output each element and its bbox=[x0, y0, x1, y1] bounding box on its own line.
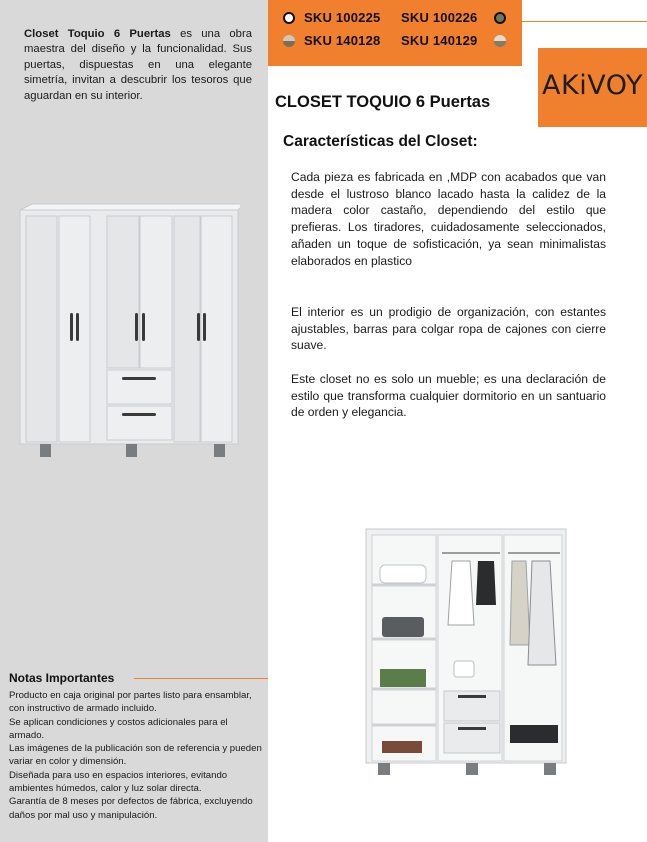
color-swatch-brown bbox=[283, 35, 295, 47]
notes-heading: Notas Importantes bbox=[9, 671, 115, 685]
notes-divider bbox=[134, 678, 268, 679]
sku-code: SKU 100226 bbox=[401, 10, 478, 25]
sku-code: SKU 100225 bbox=[304, 10, 381, 25]
note-item: Diseñada para uso en espacios interiores, evitando ambientes húmedos, calor y luz solar directa. bbox=[9, 769, 228, 795]
closed-closet-image bbox=[18, 200, 240, 462]
color-swatch-white bbox=[283, 12, 295, 24]
sku-code: SKU 140128 bbox=[304, 33, 381, 48]
features-paragraph: Este closet no es solo un mueble; es una declaración de estilo que transforma cualquier dormitorio en un santuario de orden y elegancia. bbox=[291, 372, 606, 420]
features-paragraph: Cada pieza es fabricada en ,MDP con acabados que van desde el lustroso blanco lacado hasta la calidez de la madera color castaño, dependiendo del estilo que prefieras. Los tiradores, cuidadosamente seleccionados, añaden un toque de sofisticación, ya sean minimalistas elaborados en plastico bbox=[291, 170, 606, 268]
note-item: Se aplican condiciones y costos adicionales para el armado. bbox=[9, 716, 228, 741]
sku-panel bbox=[268, 0, 522, 66]
color-swatch-green bbox=[494, 12, 506, 24]
open-closet-image bbox=[360, 525, 572, 780]
features-heading: Características del Closet: bbox=[283, 133, 478, 150]
sku-code: SKU 140129 bbox=[401, 33, 478, 48]
product-title: CLOSET TOQUIO 6 Puertas bbox=[275, 93, 491, 111]
intro-text: es una obra maestra del diseño y la funcionalidad. Sus puertas, dispuestas en una elegante simetría, invitan a descubrir los tesoros que aguardan en su interior. bbox=[24, 28, 252, 102]
features-paragraph: El interior es un prodigio de organización, con estantes ajustables, barras para colgar ropa de cajones con cierre suave. bbox=[291, 305, 606, 353]
note-item: Producto en caja original por partes listo para ensamblar, con instructivo de armado incluido. bbox=[9, 690, 252, 715]
brand-logo bbox=[538, 48, 647, 127]
note-item: Garantía de 8 meses por defectos de fábrica, excluyendo daños por mal uso y manipulación. bbox=[9, 796, 253, 821]
notes-list bbox=[9, 689, 264, 822]
color-swatch-wood bbox=[494, 35, 506, 47]
logo-text: AKiVOY bbox=[542, 70, 643, 101]
intro-paragraph bbox=[24, 27, 252, 104]
intro-product-name: Closet Toquio 6 Puertas bbox=[24, 28, 171, 40]
header-divider bbox=[522, 21, 647, 22]
note-item: Las imágenes de la publicación son de referencia y pueden variar en color y dimensión. bbox=[9, 743, 262, 768]
